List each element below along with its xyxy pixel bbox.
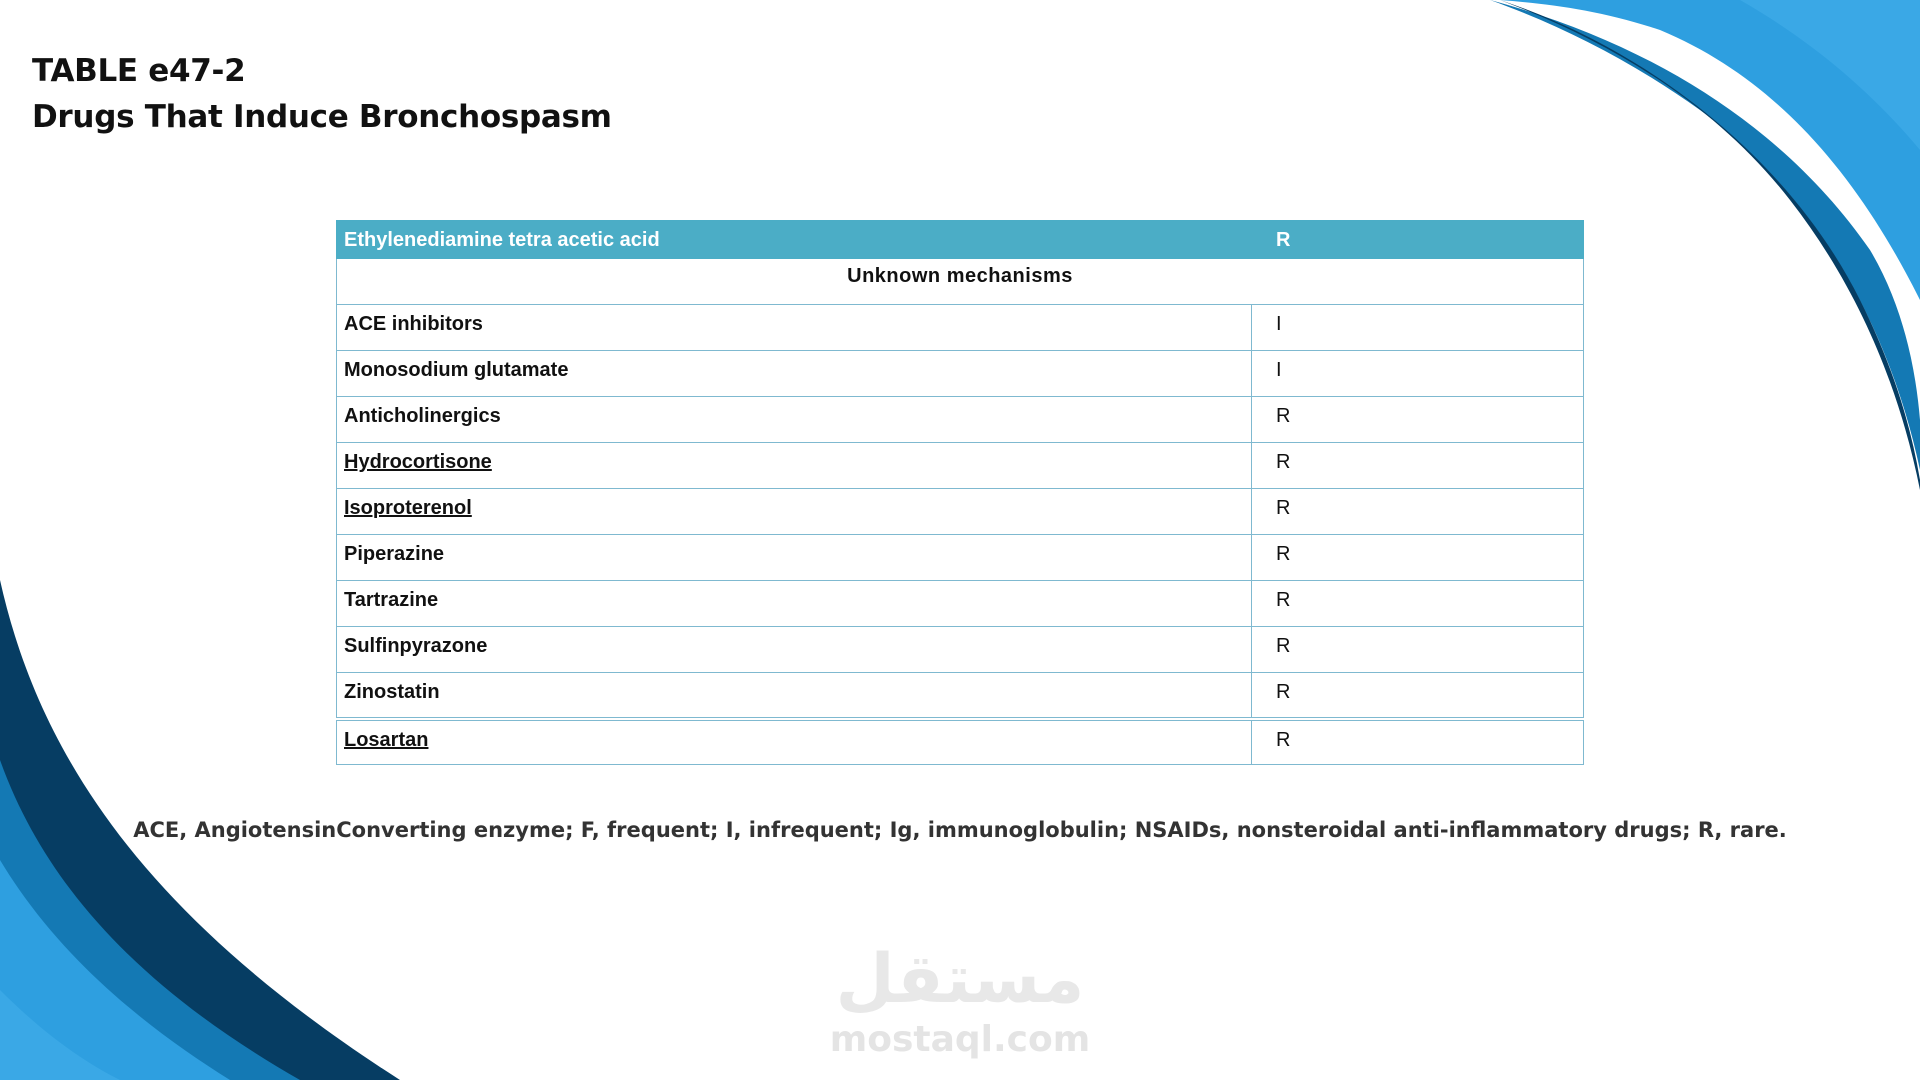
frequency-value: R <box>1276 635 1291 657</box>
slide-title <box>32 48 612 140</box>
table-row <box>337 673 1584 719</box>
frequency-cell <box>1252 535 1584 581</box>
table-footnote: ACE, AngiotensinConverting enzyme; F, frequent; I, infrequent; Ig, immunoglobulin; NSAIDs, nonsteroidal anti-inflammatory drugs; R, rare. <box>133 818 1787 842</box>
table-row <box>337 581 1584 627</box>
frequency-value: R <box>1276 728 1291 751</box>
table-row <box>337 443 1584 489</box>
drug-table <box>336 220 1584 765</box>
watermark-latin: mostaql.com <box>829 1019 1091 1060</box>
header-drug-cell: Ethylenediamine tetra acetic acid <box>337 221 1252 259</box>
table-row <box>337 627 1584 673</box>
section-row <box>337 259 1584 305</box>
table-header-row <box>337 221 1584 259</box>
table-row <box>337 397 1584 443</box>
header-frequency-value: R <box>1276 229 1291 251</box>
frequency-cell <box>1252 351 1584 397</box>
table-title: Drugs That Induce Bronchospasm <box>32 99 612 135</box>
frequency-value: R <box>1276 589 1291 611</box>
table-row <box>337 351 1584 397</box>
drug-name: Losartan <box>344 728 429 751</box>
table-row <box>337 305 1584 351</box>
drug-name: Tartrazine <box>337 581 1252 627</box>
frequency-value: R <box>1276 405 1291 427</box>
frequency-value: I <box>1276 359 1282 381</box>
watermark-arabic: مستقل <box>835 940 1085 1019</box>
drug-name: ACE inhibitors <box>337 305 1252 351</box>
frequency-cell <box>1252 673 1584 719</box>
frequency-value: R <box>1276 497 1291 519</box>
table-row <box>337 489 1584 535</box>
drug-name-cell <box>337 443 1252 489</box>
table-number: TABLE e47-2 <box>32 53 246 89</box>
frequency-value: R <box>1276 681 1291 703</box>
drug-name-cell <box>337 489 1252 535</box>
drug-name: Anticholinergics <box>337 397 1252 443</box>
table-row <box>337 535 1584 581</box>
frequency-cell <box>1252 581 1584 627</box>
table-row <box>337 719 1584 765</box>
drug-name-cell <box>337 719 1252 765</box>
drug-name: Isoproterenol <box>344 497 472 519</box>
frequency-value: R <box>1276 451 1291 473</box>
frequency-cell <box>1252 719 1584 765</box>
section-title: Unknown mechanisms <box>337 259 1584 305</box>
frequency-cell <box>1252 305 1584 351</box>
drug-name: Zinostatin <box>337 673 1252 719</box>
drug-name: Sulfinpyrazone <box>337 627 1252 673</box>
drug-name: Monosodium glutamate <box>337 351 1252 397</box>
frequency-cell <box>1252 443 1584 489</box>
frequency-value: I <box>1276 313 1282 335</box>
watermark <box>820 940 1100 1060</box>
frequency-value: R <box>1276 543 1291 565</box>
frequency-cell <box>1252 627 1584 673</box>
frequency-cell <box>1252 489 1584 535</box>
drug-name: Piperazine <box>337 535 1252 581</box>
header-frequency-cell <box>1252 221 1584 259</box>
drug-name: Hydrocortisone <box>344 451 492 473</box>
frequency-cell <box>1252 397 1584 443</box>
